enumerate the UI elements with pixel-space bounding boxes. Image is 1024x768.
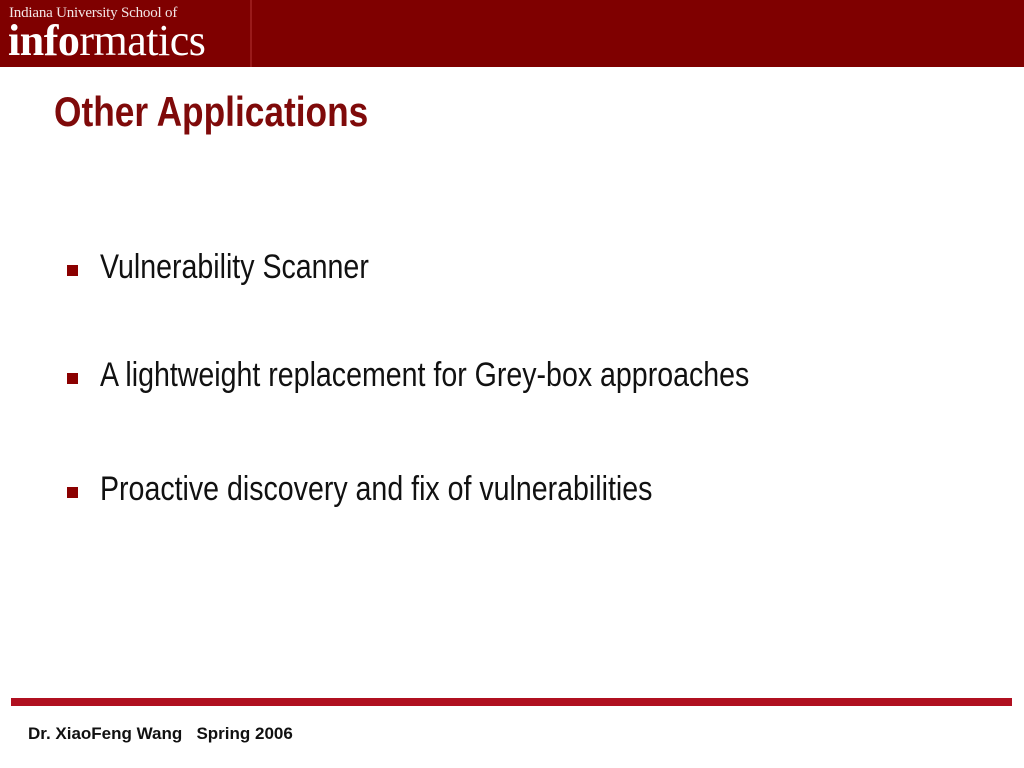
logo-wordmark-bold: info	[8, 16, 80, 65]
square-bullet-icon	[67, 265, 78, 276]
square-bullet-icon	[67, 373, 78, 384]
bullet-text: A lightweight replacement for Grey-box approaches	[100, 356, 750, 394]
footer	[28, 724, 293, 744]
logo-wordmark	[8, 17, 205, 65]
footer-term: Spring 2006	[196, 724, 293, 743]
slide-title: Other Applications	[54, 88, 369, 135]
bullet-text: Vulnerability Scanner	[100, 248, 369, 286]
bullet-text: Proactive discovery and fix of vulnerabilities	[100, 470, 653, 508]
logo-school-name: Indiana University School of	[9, 5, 178, 21]
square-bullet-icon	[67, 487, 78, 498]
school-logo	[0, 0, 252, 67]
logo-wordmark-regular: rmatics	[79, 16, 206, 65]
footer-author: Dr. XiaoFeng Wang	[28, 724, 183, 743]
footer-divider	[11, 698, 1012, 706]
